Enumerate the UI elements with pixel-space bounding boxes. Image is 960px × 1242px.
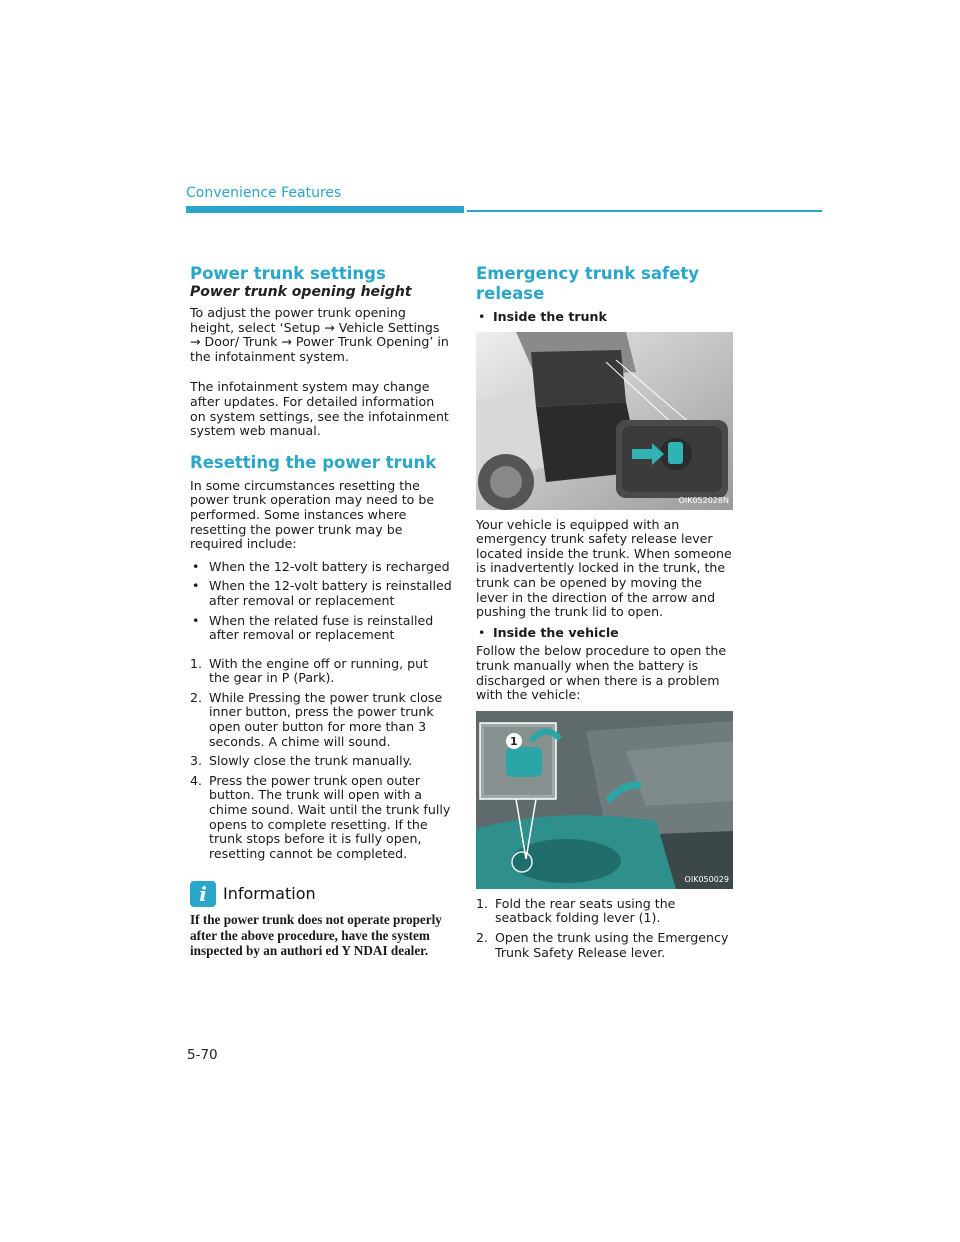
list-item	[476, 931, 736, 960]
information-icon: i	[190, 881, 216, 907]
trunk-illustration-graphic	[476, 332, 733, 510]
seat-illustration-graphic	[476, 711, 733, 889]
step-text: With the engine off or running, put the gear in P (Park).	[209, 655, 429, 686]
list-item	[190, 691, 452, 749]
step-number: 1.	[190, 655, 203, 671]
paragraph-trunk-release: Your vehicle is equipped with an emergency trunk safety release lever located inside the trunk. When someone is inadvertently locked in the trunk, the trunk can be opened by moving the lever in the direction of the arrow and pushing the trunk lid to open.	[476, 516, 732, 620]
vehicle-steps	[476, 897, 736, 960]
step-text: Fold the rear seats using the seatback folding lever (1).	[495, 895, 676, 926]
subheading-inside-trunk: • Inside the trunk	[476, 310, 736, 325]
header-bar	[186, 206, 464, 213]
list-item	[190, 754, 452, 769]
section-title: Convenience Features	[186, 185, 342, 201]
reset-steps	[190, 657, 452, 862]
list-item	[476, 897, 736, 926]
information-title: Information	[223, 884, 316, 904]
paragraph-vehicle-procedure: Follow the below procedure to open the trunk manually when the battery is discharged or when there is a problem with the vehicle:	[476, 643, 727, 703]
list-item: • When the related fuse is reinstalled after removal or replacement	[190, 614, 452, 643]
step-text: Press the power trunk open outer button. The trunk will open with a chime sound. Wait until the trunk fully opens to complete resetting. If the trunk stops before it is fully open, resetting cannot be completed.	[209, 772, 451, 861]
heading-resetting: Resetting the power trunk	[190, 452, 437, 472]
step-text: Slowly close the trunk manually.	[209, 753, 413, 769]
list-item	[190, 657, 452, 686]
heading-emergency-release: Emergency trunk safety release	[476, 264, 700, 303]
step-text: While Pressing the power trunk close inner button, press the power trunk open outer button for more than 3 seconds. A chime will sound.	[209, 689, 443, 749]
step-number: 4.	[190, 772, 203, 788]
heading-opening-height: Power trunk opening height	[190, 284, 412, 300]
right-column	[476, 264, 736, 965]
list-item: • When the 12-volt battery is reinstalled after removal or replacement	[190, 579, 452, 608]
callout-number: 1	[510, 734, 518, 748]
step-number: 2.	[190, 689, 203, 705]
heading-power-trunk-settings: Power trunk settings	[190, 264, 386, 283]
step-text: Open the trunk using the Emergency Trunk Safety Release lever.	[495, 929, 729, 960]
step-number: 3.	[190, 753, 203, 769]
paragraph-resetting-intro: In some circumstances resetting the power trunk operation may need to be performed. Some instances where resetting the power trunk may be required include:	[190, 477, 435, 552]
page-number: 5-70	[187, 1047, 218, 1063]
subheading-inside-vehicle: • Inside the vehicle	[476, 626, 736, 641]
bullet-list	[190, 560, 452, 643]
paragraph-infotainment: The infotainment system may change after updates. For detailed information on system settings, see the infotainment system web manual.	[190, 379, 449, 439]
header-rule	[467, 210, 822, 212]
step-number: 1.	[476, 895, 489, 911]
rear-seat-illustration	[476, 711, 733, 889]
list-item: • When the 12-volt battery is recharged	[190, 560, 452, 575]
list-item	[190, 774, 452, 862]
paragraph-adjust: To adjust the power trunk opening height, select ‘Setup → Vehicle Settings → Door/ Trunk → Power Trunk Opening’ in the infotainment system.	[190, 305, 449, 364]
step-number: 2.	[476, 929, 489, 945]
left-column	[190, 264, 452, 959]
figure-code: OIK050029	[684, 875, 729, 885]
trunk-release-illustration	[476, 332, 733, 510]
figure-code: OIK052028N	[678, 496, 729, 505]
information-text: If the power trunk does not operate properly after the above procedure, have the system inspected by an authori ed Y NDAI dealer.	[190, 912, 442, 959]
information-header	[190, 881, 452, 907]
